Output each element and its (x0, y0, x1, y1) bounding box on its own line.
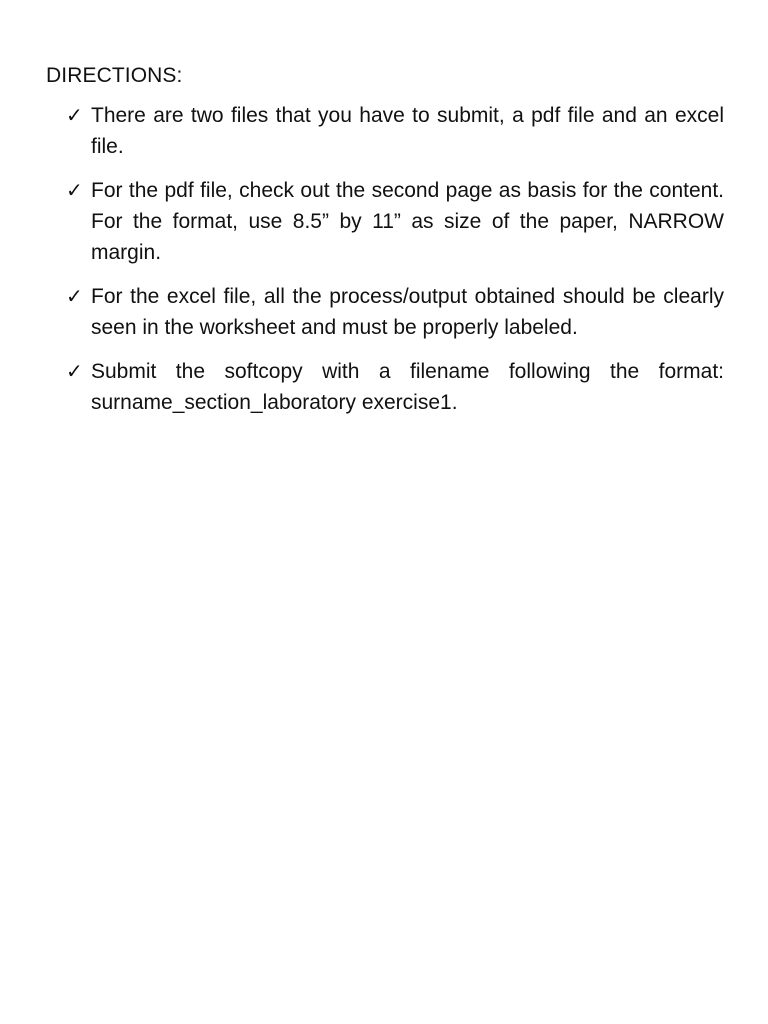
direction-item (66, 175, 724, 268)
checkmark-icon: ✓ (66, 359, 83, 383)
direction-item-text: For the pdf file, check out the second page as basis for the content. For the format, use 8.5” by 11” as size of the paper, NARROW margin. (91, 179, 724, 264)
checkmark-icon: ✓ (66, 284, 83, 308)
directions-list (66, 100, 724, 431)
direction-item (66, 100, 724, 162)
direction-item-text: For the excel file, all the process/output obtained should be clearly seen in the worksheet and must be properly labeled. (91, 285, 724, 339)
checkmark-icon: ✓ (66, 103, 83, 127)
direction-item-text: There are two files that you have to submit, a pdf file and an excel file. (91, 104, 724, 158)
direction-item-text: Submit the softcopy with a filename following the format: surname_section_laboratory exercise1. (91, 360, 724, 414)
checkmark-icon: ✓ (66, 178, 83, 202)
direction-item (66, 356, 724, 418)
directions-heading: DIRECTIONS: (46, 64, 183, 87)
direction-item (66, 281, 724, 343)
